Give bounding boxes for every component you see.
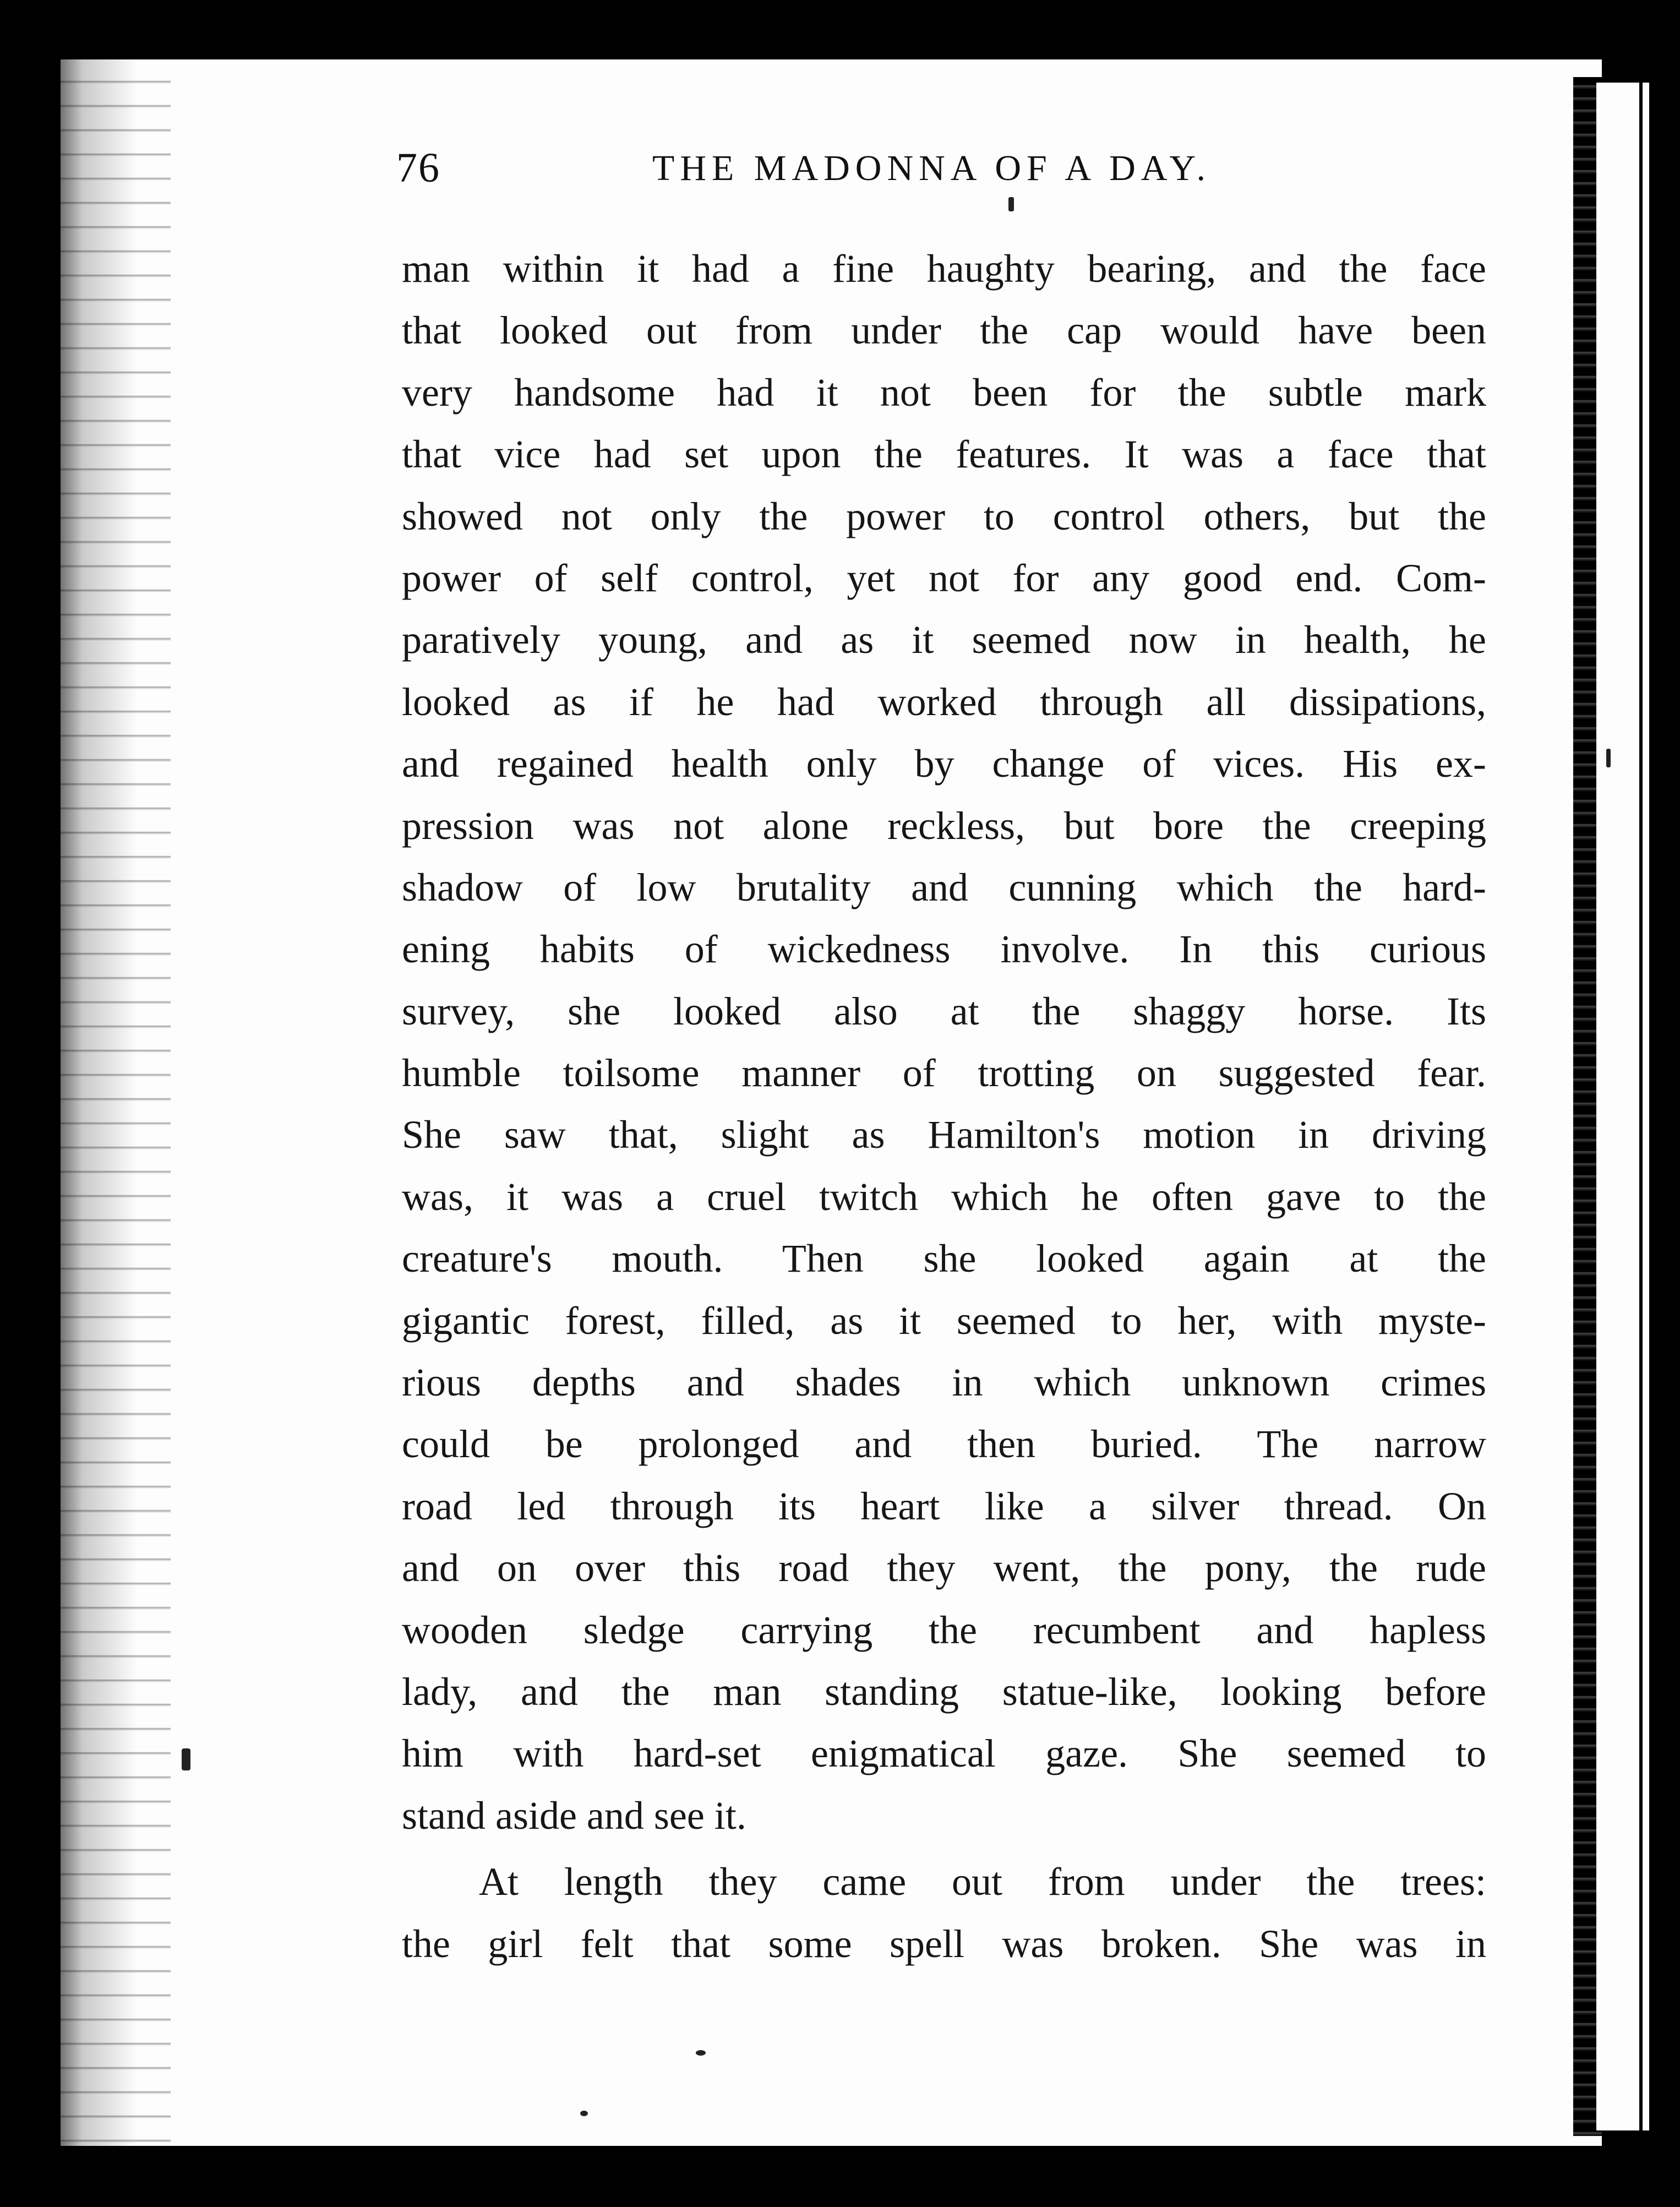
text-line: road led through its heart like a silver thread. On	[402, 1484, 1486, 1528]
text-line: the girl felt that some spell was broken. She was in	[402, 1921, 1486, 1966]
text-line: was, it was a cruel twitch which he often gave to the	[402, 1174, 1486, 1219]
text-line: shadow of low brutality and cunning which the hard-	[402, 865, 1486, 909]
text-line: rious depths and shades in which unknown crimes	[402, 1360, 1486, 1405]
text-line: that looked out from under the cap would have been	[402, 308, 1486, 353]
text-line: that vice had set upon the features. It was a face that	[402, 432, 1486, 477]
text-line: ening habits of wickedness involve. In this curious	[402, 927, 1486, 972]
print-speck	[1606, 749, 1611, 767]
page-header	[396, 144, 1365, 205]
text-line: humble toilsome manner of trotting on suggested fear.	[402, 1051, 1486, 1096]
paragraph-gap	[402, 1846, 1486, 1851]
text-line: gigantic forest, filled, as it seemed to her, with myste-	[402, 1298, 1486, 1343]
text-line: wooden sledge carrying the recumbent and hapless	[402, 1607, 1486, 1652]
text-line: lady, and the man standing statue-like, looking before	[402, 1669, 1486, 1714]
print-speck	[696, 2050, 706, 2056]
print-speck	[580, 2111, 588, 2116]
text-line: survey, she looked also at the shaggy horse. Its	[402, 989, 1486, 1033]
text-line: very handsome had it not been for the subtle mark	[402, 370, 1486, 415]
body-text	[402, 238, 1486, 1975]
text-line: looked as if he had worked through all dissipations,	[402, 679, 1486, 724]
text-line: power of self control, yet not for any good end. Com-	[402, 555, 1486, 600]
print-speck	[182, 1748, 190, 1770]
facing-page-rule	[1639, 83, 1643, 2130]
text-line: and on over this road they went, the pony, the rude	[402, 1546, 1486, 1590]
text-line: showed not only the power to control others, but the	[402, 494, 1486, 538]
page-gutter-shadow	[61, 59, 171, 2146]
text-line: At length they came out from under the trees:	[479, 1860, 1486, 1904]
text-line: She saw that, slight as Hamilton's motion in driving	[402, 1113, 1486, 1157]
print-speck	[1008, 197, 1014, 211]
text-line: creature's mouth. Then she looked again at the	[402, 1236, 1486, 1281]
text-line: stand aside and see it.	[402, 1793, 746, 1838]
text-line: and regained health only by change of vices. His ex-	[402, 742, 1486, 786]
text-line: him with hard-set enigmatical gaze. She seemed to	[402, 1731, 1486, 1776]
text-line: pression was not alone reckless, but bore the creeping	[402, 803, 1486, 848]
text-line: could be prolonged and then buried. The narrow	[402, 1422, 1486, 1467]
page-number: 76	[396, 145, 440, 191]
running-head: THE MADONNA OF A DAY.	[652, 148, 1211, 188]
text-line: man within it had a fine haughty bearing, and the face	[402, 247, 1486, 291]
text-line: paratively young, and as it seemed now in health, he	[402, 618, 1486, 662]
